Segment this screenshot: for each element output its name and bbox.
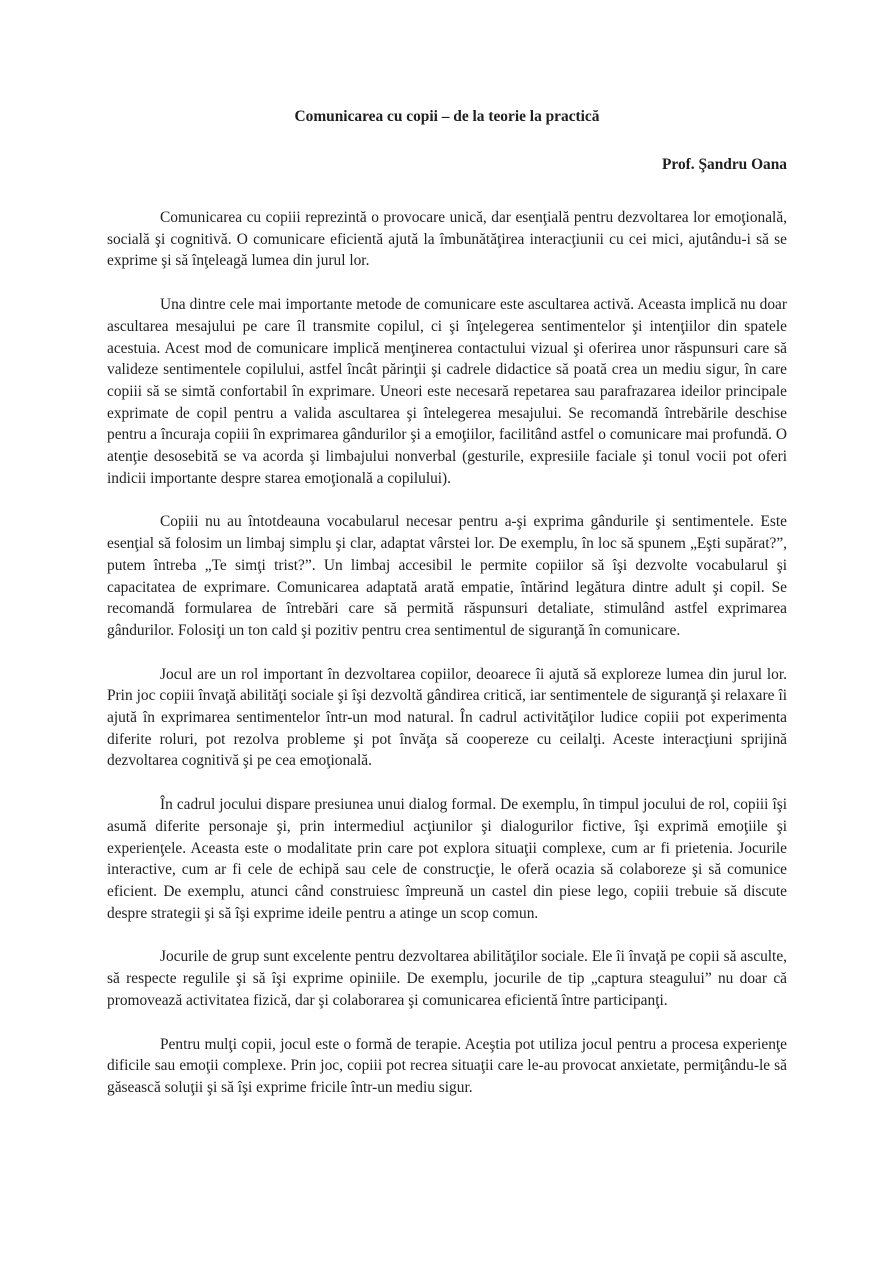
document-page: [107, 100, 787, 1099]
paragraph-play-therapy: Pentru mulţi copii, jocul este o formă de terapie. Aceştia pot utiliza jocul pentru a procesa experienţe dificile sau emoţii complexe. Prin joc, copiii pot recrea situaţii care le-au provocat anxietate, permiţându-le să găsească soluţii şi să îşi exprime fricile într-un mediu sigur.: [107, 1035, 787, 1096]
document-title: Comunicarea cu copii – de la teorie la practică: [294, 108, 600, 125]
paragraph-intro: Comunicarea cu copiii reprezintă o provocare unică, dar esenţială pentru dezvoltarea lor emoţională, socială şi cognitivă. O comunicare eficientă ajută la îmbunătăţirea interacţiunii cu cei mici, ajutându-i să se exprime şi să înţeleagă lumea din jurul lor.: [107, 209, 787, 270]
paragraph-group-games: Jocurile de grup sunt excelente pentru dezvoltarea abilităţilor sociale. Ele îi învaţă pe copii să asculte, să respecte regulile şi să îşi exprime opiniile. De exemplu, jocurile de tip „captura steagului” nu doar că promovează activitatea fizică, dar şi colaborarea şi comunicarea eficientă între participanţi.: [107, 948, 787, 1009]
author-line: Prof. Şandru Oana: [661, 156, 787, 173]
paragraph-play-role: Jocul are un rol important în dezvoltarea copiilor, deoarece îi ajută să exploreze lumea din jurul lor. Prin joc copiii învaţă abilităţi sociale şi îşi dezvoltă gândirea critică, iar sentimentele de siguranţă şi relaxare îi ajută în exprimarea sentimentelor într-un mod natural. În cadrul activităţilor ludice copiii pot experimenta diferite roluri, pot rezolva probleme şi pot învăţa să coopereze cu ceilalţi. Aceste interacţiuni sprijină dezvoltarea cognitivă şi pe cea emoţională.: [107, 665, 787, 770]
paragraph-play-dialog: În cadrul jocului dispare presiunea unui dialog formal. De exemplu, în timpul jocului de rol, copiii îşi asumă diferite personaje şi, prin intermediul acţiunilor şi dialogurilor fictive, îşi exprimă emoţiile şi experienţele. Aceasta este o modalitate prin care pot explora situaţii complexe, cum ar fi prietenia. Jocurile interactive, cum ar fi cele de echipă sau cele de construcţie, le oferă ocazia să colaboreze şi să comunice eficient. De exemplu, atunci când construiesc împreună un castel din piese lego, copiii trebuie să discute despre strategii şi să îşi exprime ideile pentru a atinge un scop comun.: [107, 796, 787, 922]
paragraph-active-listening: Una dintre cele mai importante metode de comunicare este ascultarea activă. Aceasta implică nu doar ascultarea mesajului pe care îl transmite copilul, ci şi înţelegerea sentimentelor şi intenţiilor din spatele acestuia. Acest mod de comunicare implică menţinerea contactului vizual şi oferirea unor răspunsuri care să valideze sentimentele copilului, astfel încât părinţii şi cadrele didactice să poată crea un mediu sigur, în care copiii să se simtă confortabil în exprimare. Uneori este necesară repetarea sau parafrazarea ideilor principale exprimate de copil pentru a valida ascultarea şi întelegerea mesajului. Se recomandă întrebările deschise pentru a încuraja copiii în exprimarea gândurilor şi a emoţiilor, facilitând astfel o comunicare mai profundă. O atenţie desosebită se va acorda şi limbajului nonverbal (gesturile, expresiile faciale şi tonul vocii pot oferi indicii importante despre starea emoţională a copilului).: [107, 296, 787, 487]
paragraph-vocabulary: Copiii nu au întotdeauna vocabularul necesar pentru a-şi exprima gândurile şi sentimentele. Este esenţial să folosim un limbaj simplu şi clar, adaptat vârstei lor. De exemplu, în loc să spunem „Eşti supărat?”, putem întreba „Te simţi trist?”. Un limbaj accesibil le permite copiilor să îşi dezvolte vocabularul şi capacitatea de exprimare. Comunicarea adaptată arată empatie, întărind legătura dintre adult şi copil. Se recomandă formularea de întrebări care să permită răspunsuri detaliate, stimulând astfel exprimarea gândurilor. Folosiţi un ton cald şi pozitiv pentru crea sentimentul de siguranţă în comunicare.: [107, 513, 787, 639]
